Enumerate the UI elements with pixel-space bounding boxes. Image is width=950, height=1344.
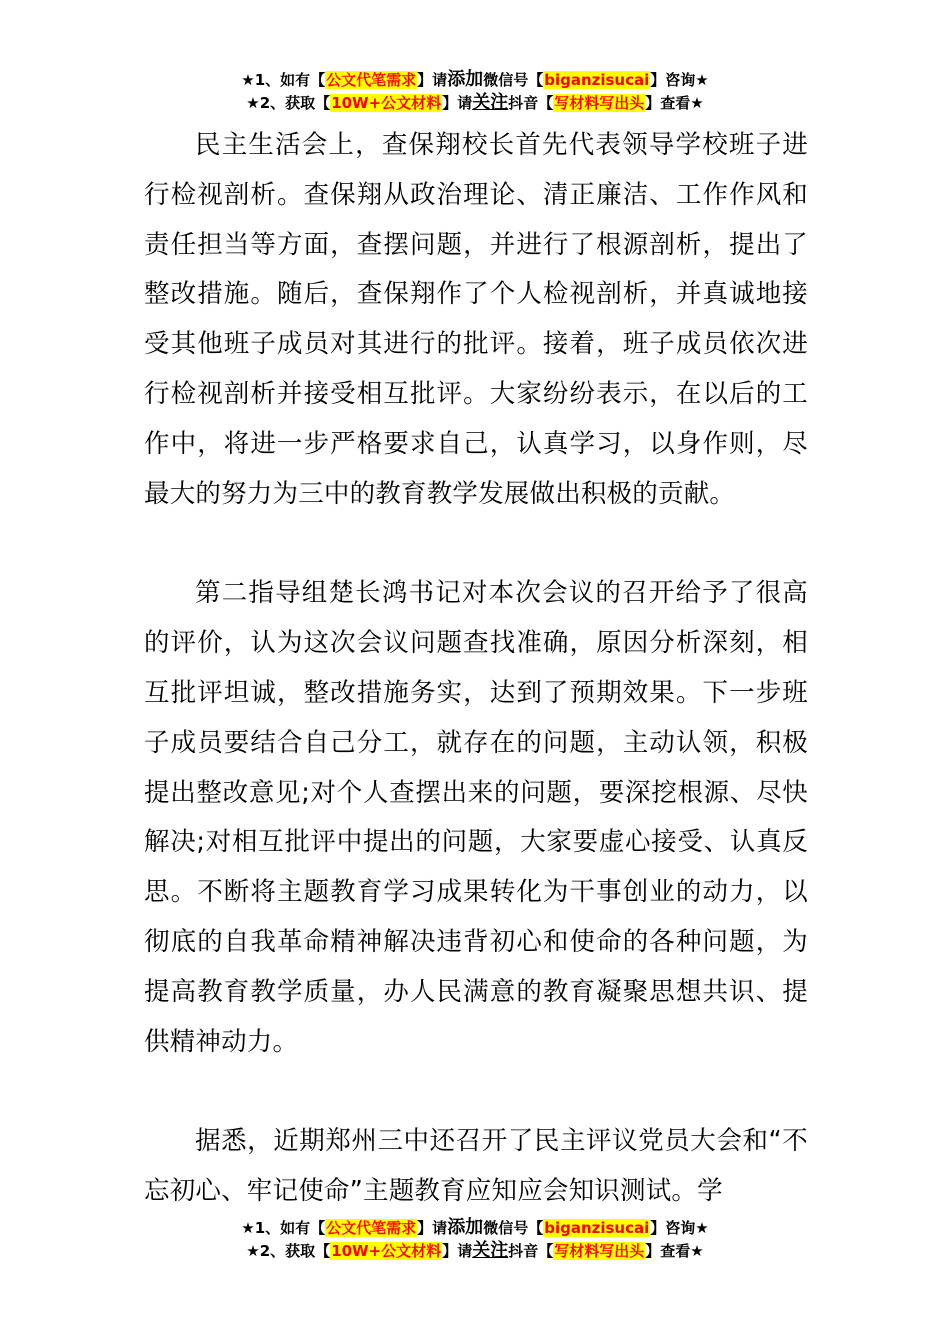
banner-line-2-mid2: 抖音【 [508,94,554,112]
footer-line-2-prefix: ★2、获取【 [246,1242,331,1260]
banner-line-1-mid2: 微信号【 [483,71,544,89]
footer-line-2-mid1: 】请 [442,1242,473,1260]
footer-line-1-emph: 添加 [447,1217,484,1238]
footer-highlight-service: 公文代笔需求 [326,1219,417,1237]
footer-banner [0,1217,950,1263]
banner-line-2-mid1: 】请 [442,94,473,112]
banner-line-1-emph: 添加 [447,69,484,90]
paragraph-spacer [144,519,808,569]
footer-highlight-douyin-account: 写材料写出头 [554,1242,645,1260]
banner-line-1-prefix: ★1、如有【 [241,71,326,89]
banner-line-1-mid1: 】请 [417,71,448,89]
footer-banner-line-2 [0,1240,950,1263]
footer-highlight-wechat-id: biganzisucai [544,1219,650,1237]
banner-highlight-materials: 10W+公文材料 [331,94,442,112]
banner-highlight-douyin-account: 写材料写出头 [554,94,645,112]
footer-line-2-mid2: 抖音【 [508,1242,554,1260]
paragraph-1: 民主生活会上，查保翔校长首先代表领导学校班子进行检视剖析。查保翔从政治理论、清正廉洁、工作作风和责任担当等方面，查摆问题，并进行了根源剖析，提出了整改措施。随后，查保翔作了个人检视剖析，并真诚地接受其他班子成员对其进行的批评。接着，班子成员依次进行检视剖析并接受相互批评。大家纷纷表示，在以后的工作中，将进一步严格要求自己，认真学习，以身作则，尽最大的努力为三中的教育教学发展做出积极的贡献。 [144,130,808,509]
footer-line-1-mid1: 】请 [417,1219,448,1237]
paragraph-3: 据悉，近期郑州三中还召开了民主评议党员大会和“不忘初心、牢记使命”主题教育应知应会知识测试。学 [144,1126,808,1207]
banner-highlight-service: 公文代笔需求 [326,71,417,89]
banner-line-2-suffix: 】查看★ [645,94,704,112]
banner-highlight-wechat-id: biganzisucai [544,71,650,89]
footer-banner-line-1 [0,1217,950,1240]
paragraph-2: 第二指导组楚长鸿书记对本次会议的召开给予了很高的评价，认为这次会议问题查找准确，原因分析深刻，相互批评坦诚，整改措施务实，达到了预期效果。下一步班子成员要结合自己分工，就存在的问题，主动认领，积极提出整改意见;对个人查摆出来的问题，要深挖根源、尽快解决;对相互批评中提出的问题，大家要虚心接受、认真反思。不断将主题教育学习成果转化为干事创业的动力，以彻底的自我革命精神解决违背初心和使命的各种问题，为提高教育教学质量，办人民满意的教育凝聚思想共识、提供精神动力。 [144,578,808,1057]
footer-line-1-prefix: ★1、如有【 [241,1219,326,1237]
footer-line-1-mid2: 微信号【 [483,1219,544,1237]
header-banner [0,69,950,115]
banner-line-2 [0,92,950,115]
banner-line-2-emph: 关注 [472,92,509,113]
banner-line-2-prefix: ★2、获取【 [246,94,331,112]
paragraph-spacer [144,1067,808,1117]
banner-line-1-suffix: 】咨询★ [650,71,709,89]
footer-line-2-suffix: 】查看★ [645,1242,704,1260]
banner-line-1 [0,69,950,92]
footer-highlight-materials: 10W+公文材料 [331,1242,442,1260]
footer-line-1-suffix: 】咨询★ [650,1219,709,1237]
document-body [144,121,808,1217]
footer-line-2-emph: 关注 [472,1240,509,1261]
